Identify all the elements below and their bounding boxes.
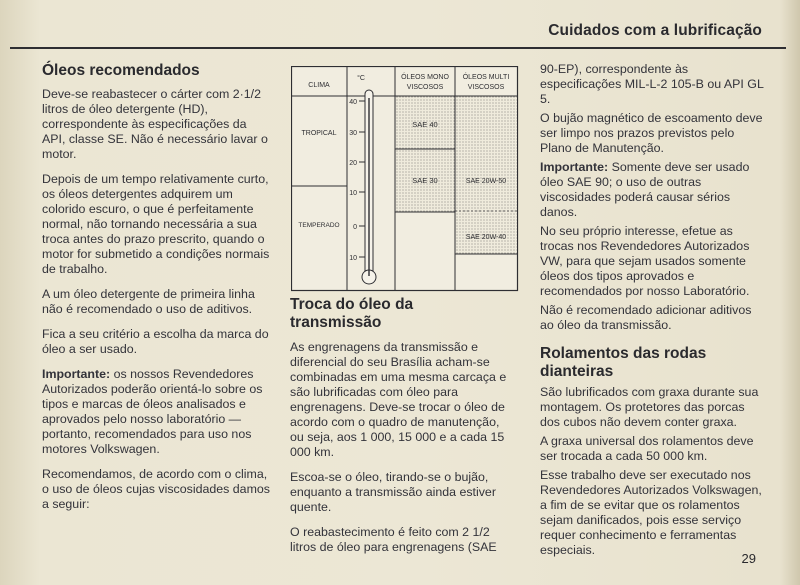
label-sae30: SAE 30 [412,176,438,185]
tick-30: 30 [349,130,357,137]
header-unit: °C [357,75,365,82]
paragraph-important [42,367,270,457]
tick-0: 0 [353,224,357,231]
column-transmission-continued [540,62,764,562]
important-label: Importante: [42,367,111,381]
header-clima: CLIMA [308,82,330,89]
paragraph-important [540,160,764,220]
important-label: Importante: [540,160,609,174]
tick-20: 20 [349,160,357,167]
paragraph: Escoa-se o óleo, tirando-se o bujão, enquanto a transmissão ainda estiver quente. [290,470,496,514]
paragraph: São lubrificados com graxa durante sua montagem. Os protetores das porcas dos cubos não devem conter graxa. [540,385,759,429]
label-sae20w50: SAE 20W-50 [465,178,507,185]
paragraph: Deve-se reabastecer o cárter com 2·1/2 litros de óleo detergente (HD), correspondente às especificações da API, classe SE. Não é necessário lavar o motor. [42,87,268,161]
column-transmission-oil [290,296,516,565]
paragraph: 90-EP), correspondente às especificações MIL-L-2 105-B ou API GL 5. [540,62,764,106]
paragraph: Esse trabalho deve ser executado nos Revendedores Autorizados Volkswagen, a fim de se evitar que os rolamentos sejam danificados, pois esse serviço requer conhecimento e ferramentas especiais. [540,468,762,557]
band-sae20w50 [456,97,518,254]
label-sae20w40: SAE 20W-40 [465,234,507,241]
paragraph: Não é recomendado adicionar aditivos ao óleo da transmissão. [540,303,752,332]
important-text: Somente deve ser usado óleo SAE 90; o uso de outras viscosidades poderá causar sérios danos. [540,160,750,219]
tick-10: 10 [349,190,357,197]
important-text: os nossos Revendedores Autorizados poderão orientá-lo sobre os tipos e marcas de óleos analisados e aprovados pelo nosso laboratório — portanto, recomendados para uso nos motores Volkswagen. [42,367,263,456]
header-mono-2: VISCOSOS [406,84,444,91]
paragraph: Recomendamos, de acordo com o clima, o uso de óleos cujas viscosidades damos a seguir: [42,467,270,511]
paragraph: O reabastecimento é feito com 2 1/2 litros de óleo para engrenagens (SAE [290,525,497,554]
header-mono-1: ÓLEOS MONO [401,74,449,81]
section-heading-bearings-1: Rolamentos das rodas [540,345,707,362]
label-temperado: TEMPERADO [298,222,340,229]
paragraph: O bujão magnético de escoamento deve ser limpo nos prazos previstos pelo Plano de Manutenção. [540,111,763,155]
page-header-title: Cuidados com a lubrificação [548,22,762,39]
header-rule [10,47,786,49]
tick-minus-10: 10 [349,255,357,262]
column-recommended-oils [42,62,270,522]
paragraph: A um óleo detergente de primeira linha não é recomendado o uso de aditivos. [42,287,255,316]
tick-40: 40 [349,99,357,106]
label-sae40: SAE 40 [412,120,438,129]
paragraph: As engrenagens da transmissão e diferencial do seu Brasília acham-se combinadas em uma mesma carcaça e são lubrificadas com óleo para engrenagens. Deve-se trocar o óleo de acordo com o quadro de manutenção, ou seja, aos 1 000, 15 000 e a cada 15 000 km. [290,340,507,459]
section-heading-bearings-2: dianteiras [540,363,614,380]
label-tropical: TROPICAL [301,130,337,137]
header-multi-2: VISCOSOS [467,84,505,91]
paragraph: Depois de um tempo relativamente curto, os óleos detergentes adquirem um colorido escuro, o que é perfeitamente normal, não tornando necessária a sua troca antes do prazo prescrito, quando o motor for submetido a condições normais de trabalho. [42,172,270,276]
header-multi-1: ÓLEOS MULTI [462,74,510,81]
section-heading-oils: Óleos recomendados [42,62,200,79]
section-heading-transmission-2: transmissão [290,314,382,331]
page-number: 29 [741,551,756,566]
paragraph: No seu próprio interesse, efetue as trocas nos Revendedores Autorizados VW, para que sejam usados somente óleos dos tipos aprovados e recomendados por nosso Laboratório. [540,224,750,298]
paragraph: Fica a seu critério a escolha da marca do óleo a ser usado. [42,327,269,356]
oil-viscosity-chart [291,66,519,292]
section-heading-transmission-1: Troca do óleo da [290,296,414,313]
paragraph: A graxa universal dos rolamentos deve ser trocada a cada 50 000 km. [540,434,754,463]
